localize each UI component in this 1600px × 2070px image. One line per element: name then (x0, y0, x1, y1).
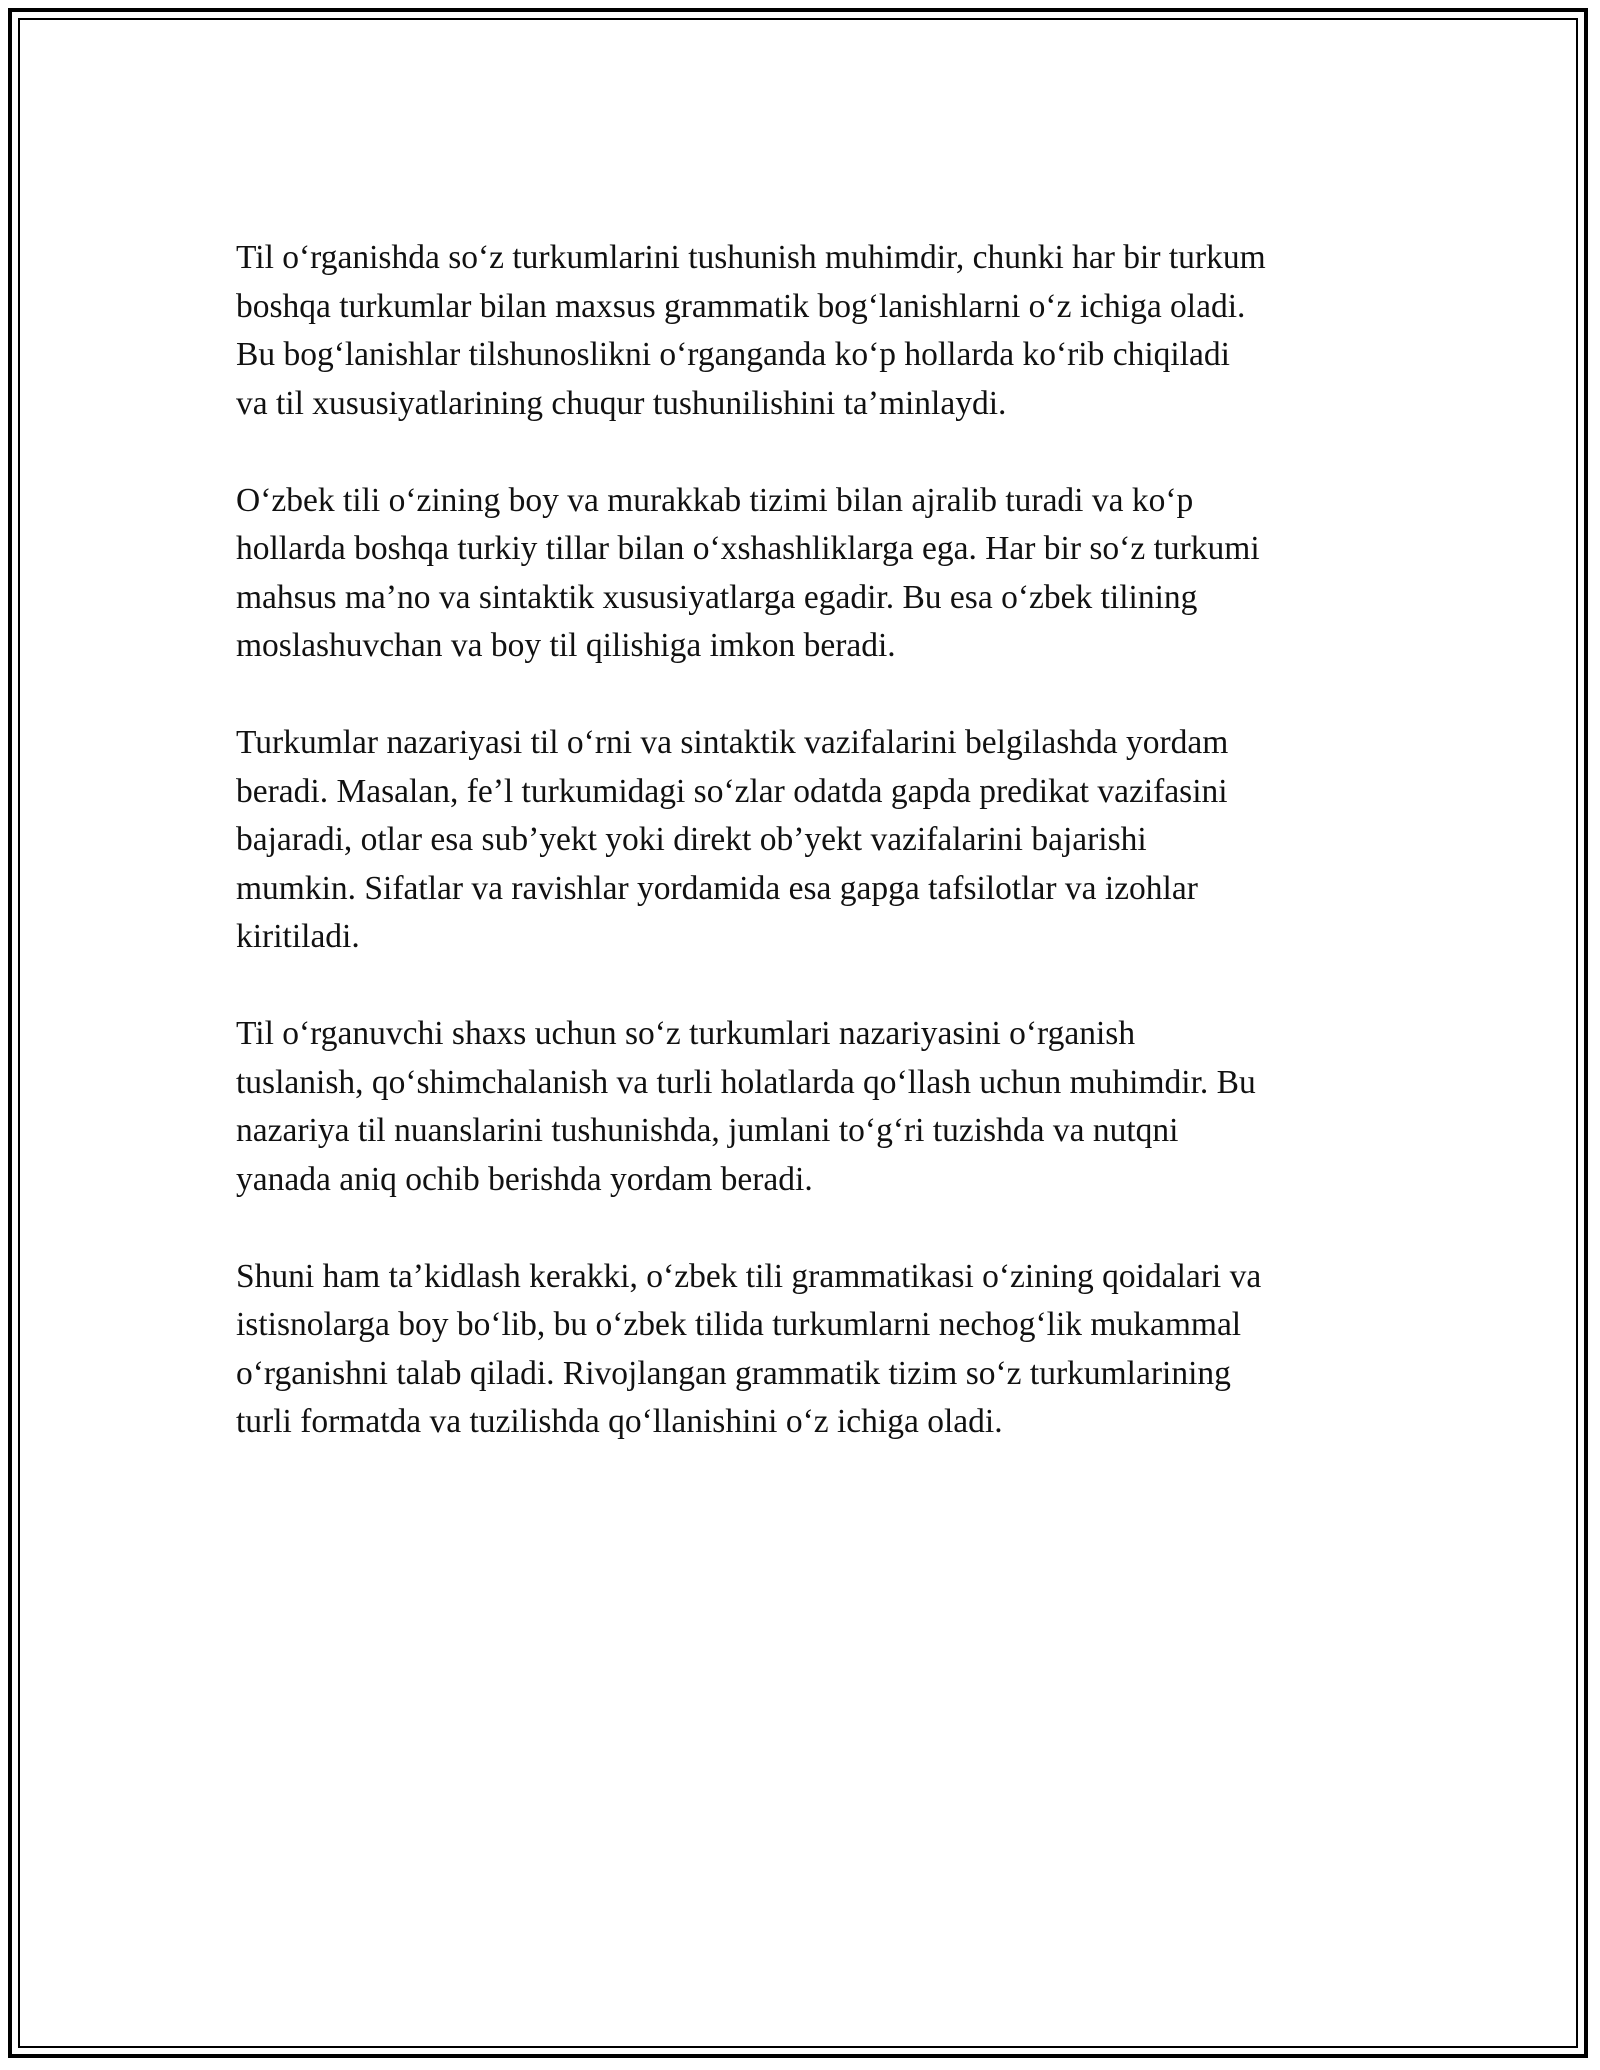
text-line: istisnolarga boy boʻlib, bu oʻzbek tilida turkumlarni nechogʻlik mukammal (236, 1306, 1242, 1343)
paragraph-5 (236, 1253, 1386, 1447)
text-line: nazariya til nuanslarini tushunishda, jumlani toʻgʻri tuzishda va nutqni (236, 1112, 1179, 1149)
text-line: bajaradi, otlar esa subʼyekt yoki direkt obʼyekt vazifalarini bajarishi (236, 821, 1147, 858)
paragraph-1 (236, 234, 1386, 428)
text-line: beradi. Masalan, feʼl turkumidagi soʻzlar odatda gapda predikat vazifasini (236, 772, 1228, 810)
text-line: va til xususiyatlarining chuqur tushunilishini taʼminlaydi. (236, 384, 1007, 422)
text-line: Til oʻrganuvchi shaxs uchun soʻz turkumlari nazariyasini oʻrganish (236, 1015, 1136, 1052)
paragraph-2 (236, 477, 1386, 671)
paragraph-4 (236, 1010, 1386, 1204)
text-line: kiritiladi. (236, 918, 360, 955)
text-line: mumkin. Sifatlar va ravishlar yordamida esa gapga tafsilotlar va izohlar (236, 869, 1198, 907)
text-line: Bu bogʻlanishlar tilshunoslikni oʻrganganda koʻp hollarda koʻrib chiqiladi (236, 336, 1230, 373)
text-line: tuslanish, qoʻshimchalanish va turli holatlarda qoʻllash uchun muhimdir. Bu (236, 1063, 1256, 1101)
paragraph-3 (236, 719, 1386, 962)
text-line: hollarda boshqa turkiy tillar bilan oʻxshashliklarga ega. Har bir soʻz turkumi (236, 530, 1260, 567)
text-line: mahsus maʼno va sintaktik xususiyatlarga egadir. Bu esa oʻzbek tilining (236, 578, 1198, 616)
text-line: Til oʻrganishda soʻz turkumlarini tushunish muhimdir, chunki har bir turkum (236, 239, 1266, 276)
text-line: Turkumlar nazariyasi til oʻrni va sintaktik vazifalarini belgilashda yordam (236, 724, 1229, 761)
document-body (236, 234, 1386, 1495)
text-line: oʻrganishni talab qiladi. Rivojlangan grammatik tizim soʻz turkumlarining (236, 1354, 1231, 1392)
text-line: yanada aniq ochib berishda yordam beradi. (236, 1160, 813, 1198)
text-line: moslashuvchan va boy til qilishiga imkon beradi. (236, 627, 896, 664)
text-line: Oʻzbek tili oʻzining boy va murakkab tizimi bilan ajralib turadi va koʻp (236, 481, 1194, 519)
text-line: Shuni ham taʼkidlash kerakki, oʻzbek tili grammatikasi oʻzining qoidalari va (236, 1257, 1262, 1295)
text-line: turli formatda va tuzilishda qoʻllanishini oʻz ichiga oladi. (236, 1403, 1003, 1440)
text-line: boshqa turkumlar bilan maxsus grammatik bogʻlanishlarni oʻz ichiga oladi. (236, 287, 1246, 325)
